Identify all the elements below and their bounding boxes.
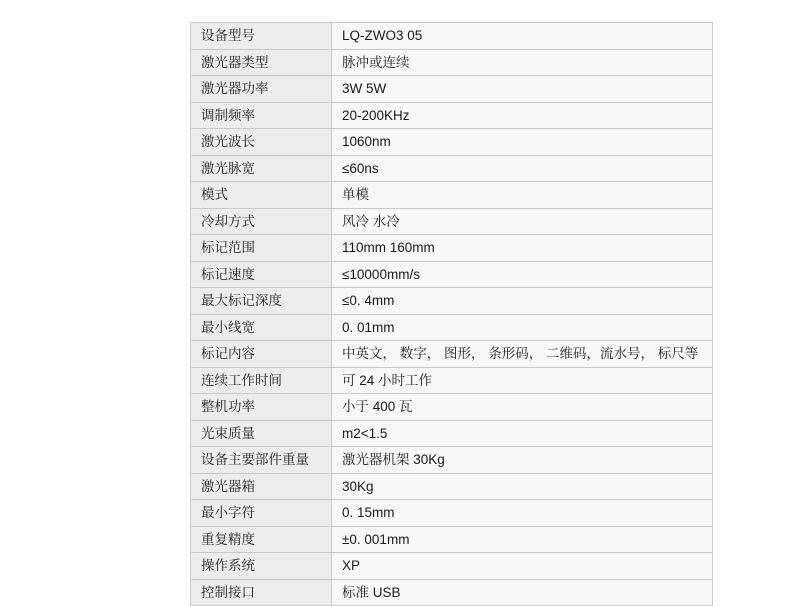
row-label: 最大标记深度: [191, 288, 332, 315]
table-row: [191, 394, 713, 421]
row-label: 标记范围: [191, 235, 332, 262]
table-row: [191, 447, 713, 474]
row-label: 激光器箱: [191, 473, 332, 500]
table-row: [191, 341, 713, 368]
row-value: 可 24 小时工作: [332, 367, 713, 394]
table-row: [191, 420, 713, 447]
row-value: LQ-ZWO3 05: [332, 23, 713, 50]
row-value: 脉冲或连续: [332, 49, 713, 76]
table-row: [191, 76, 713, 103]
row-value: ≤60ns: [332, 155, 713, 182]
table-row: [191, 261, 713, 288]
table-row: [191, 367, 713, 394]
table-row: [191, 579, 713, 606]
table-row: [191, 526, 713, 553]
row-label: 控制接口: [191, 579, 332, 606]
row-value: 0. 01mm: [332, 314, 713, 341]
row-value: 小于 400 瓦: [332, 394, 713, 421]
row-label: 整机功率: [191, 394, 332, 421]
row-label: 模式: [191, 182, 332, 209]
specification-table-container: [190, 22, 699, 606]
table-row: [191, 500, 713, 527]
row-value: 20-200KHz: [332, 102, 713, 129]
row-value: ±0. 001mm: [332, 526, 713, 553]
row-label: 连续工作时间: [191, 367, 332, 394]
row-value: 单模: [332, 182, 713, 209]
row-label: 激光脉宽: [191, 155, 332, 182]
row-label: 激光波长: [191, 129, 332, 156]
row-value: 标准 USB: [332, 579, 713, 606]
row-label: 光束质量: [191, 420, 332, 447]
row-label: 设备型号: [191, 23, 332, 50]
row-value: m2<1.5: [332, 420, 713, 447]
row-value: 1060nm: [332, 129, 713, 156]
specification-table: [190, 22, 713, 606]
row-label: 标记速度: [191, 261, 332, 288]
row-label: 激光器功率: [191, 76, 332, 103]
row-label: 重复精度: [191, 526, 332, 553]
row-label: 最小线宽: [191, 314, 332, 341]
row-value: ≤0. 4mm: [332, 288, 713, 315]
table-row: [191, 235, 713, 262]
table-row: [191, 208, 713, 235]
table-row: [191, 102, 713, 129]
row-value: 0. 15mm: [332, 500, 713, 527]
row-value: 30Kg: [332, 473, 713, 500]
row-value: 风冷 水冷: [332, 208, 713, 235]
row-value: 110mm 160mm: [332, 235, 713, 262]
specification-table-body: [191, 23, 713, 606]
row-value: ≤10000mm/s: [332, 261, 713, 288]
row-value: XP: [332, 553, 713, 580]
table-row: [191, 314, 713, 341]
row-label: 操作系统: [191, 553, 332, 580]
table-row: [191, 553, 713, 580]
table-row: [191, 129, 713, 156]
row-label: 冷却方式: [191, 208, 332, 235]
table-row: [191, 288, 713, 315]
table-row: [191, 49, 713, 76]
row-value: 中英文， 数字， 图形， 条形码， 二维码，流水号， 标尺等: [332, 341, 713, 368]
row-label: 设备主要部件重量: [191, 447, 332, 474]
row-label: 调制频率: [191, 102, 332, 129]
row-label: 标记内容: [191, 341, 332, 368]
row-label: 激光器类型: [191, 49, 332, 76]
table-row: [191, 155, 713, 182]
row-label: 最小字符: [191, 500, 332, 527]
row-value: 激光器机架 30Kg: [332, 447, 713, 474]
row-value: 3W 5W: [332, 76, 713, 103]
table-row: [191, 473, 713, 500]
table-row: [191, 23, 713, 50]
table-row: [191, 182, 713, 209]
